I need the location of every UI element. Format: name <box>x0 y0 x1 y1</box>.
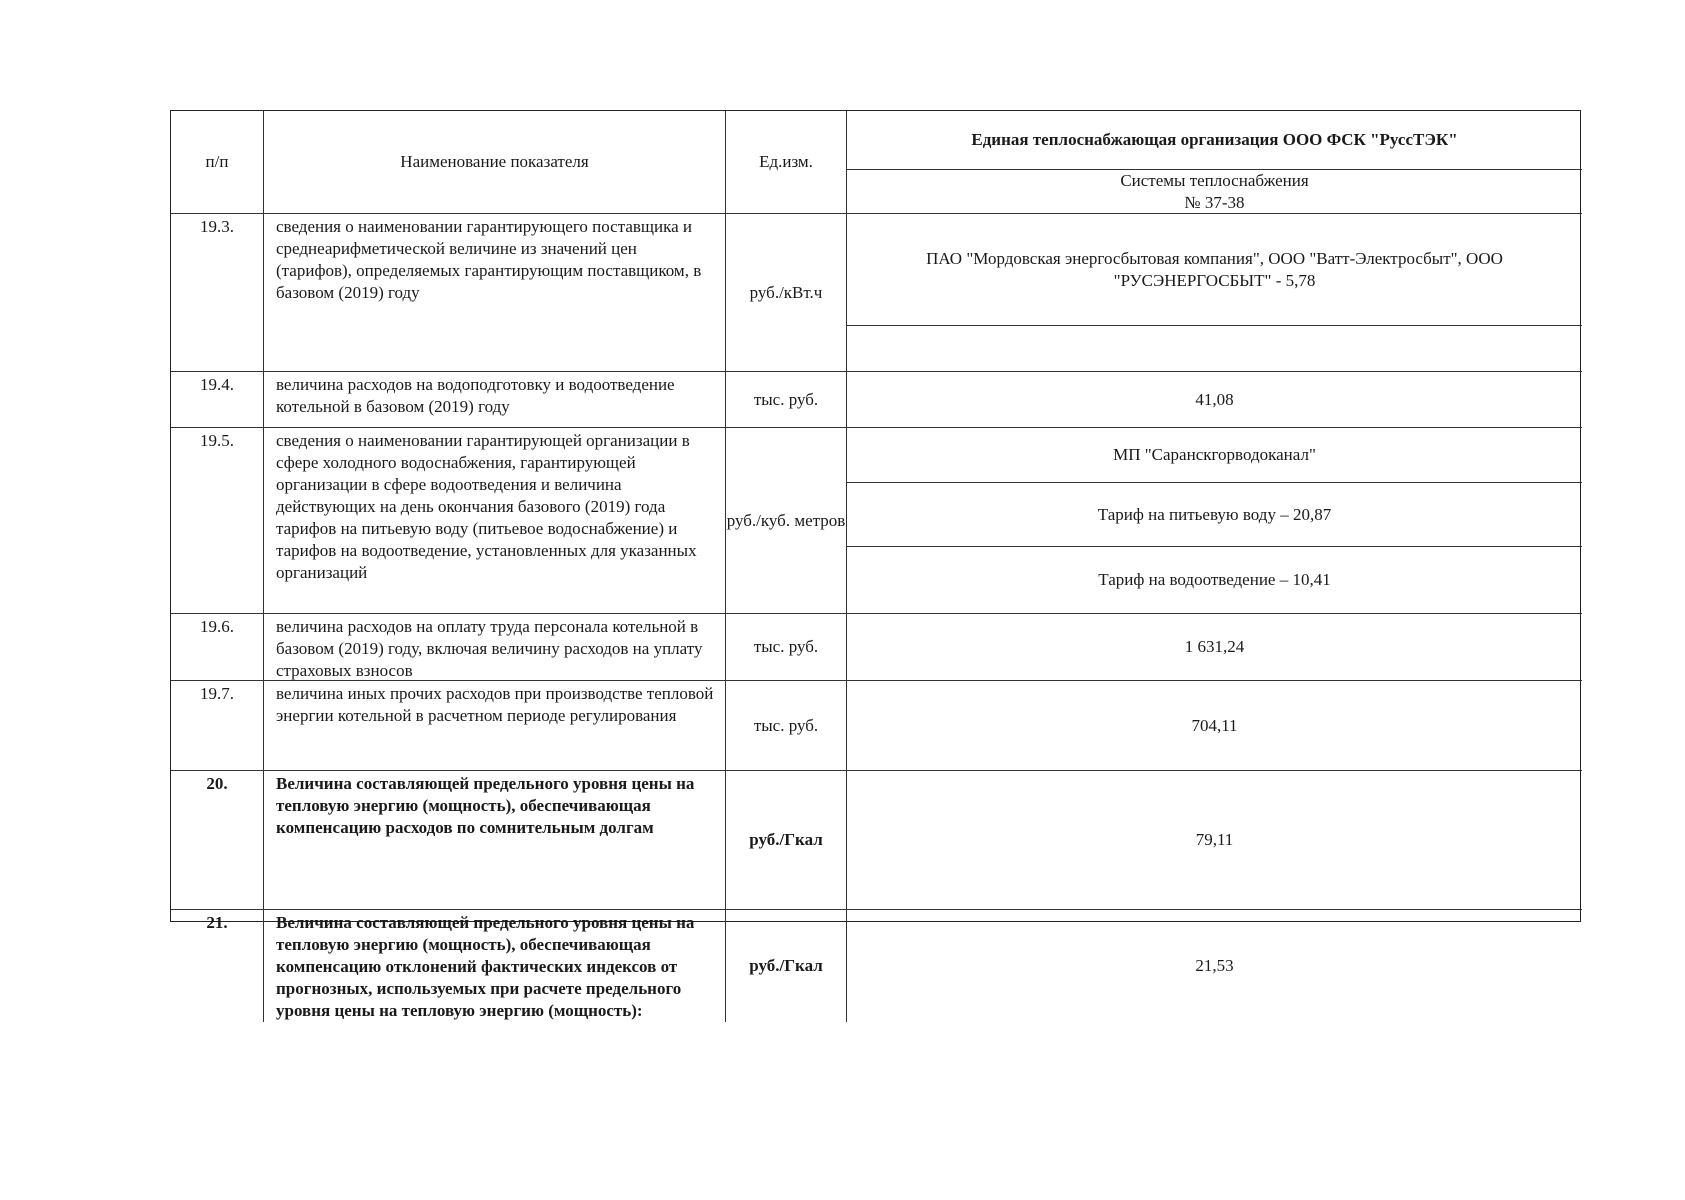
row-unit: тыс. руб. <box>726 614 847 681</box>
row-unit: руб./кВт.ч <box>726 214 847 372</box>
row-name: Величина составляющей предельного уровня цены на тепловую энергию (мощность), обеспечивающая компенсацию расходов по сомнительным долгам <box>264 771 726 910</box>
row-unit: руб./куб. метров <box>726 428 847 614</box>
header-org: Единая теплоснабжающая организация ООО ФСК "РуссТЭК" <box>847 111 1582 170</box>
header-systems: Системы теплоснабжения № 37-38 <box>847 170 1582 214</box>
row-value-drainage-tariff: Тариф на водоотведение – 10,41 <box>847 547 1582 614</box>
header-unit: Ед.изм. <box>726 111 847 214</box>
row-value-empty <box>847 326 1582 372</box>
row-value: 704,11 <box>847 681 1582 771</box>
row-name: величина иных прочих расходов при производстве тепловой энергии котельной в расчетном периоде регулирования <box>264 681 726 771</box>
row-num: 19.6. <box>171 614 264 681</box>
row-num: 19.4. <box>171 372 264 428</box>
row-num: 19.5. <box>171 428 264 614</box>
header-num: п/п <box>171 111 264 214</box>
row-value: 1 631,24 <box>847 614 1582 681</box>
header-name: Наименование показателя <box>264 111 726 214</box>
row-unit: тыс. руб. <box>726 372 847 428</box>
row-value-water-tariff: Тариф на питьевую воду – 20,87 <box>847 483 1582 547</box>
row-unit: тыс. руб. <box>726 681 847 771</box>
row-value: 79,11 <box>847 771 1582 910</box>
row-num: 19.7. <box>171 681 264 771</box>
row-name: сведения о наименовании гарантирующей организации в сфере холодного водоснабжения, гарантирующей организации в сфере водоотведения и величина действующих на день окончания базового (2019) года тарифов на питьевую воду (питьевое водоснабжение) и тарифов на водоотведение, установленных для указанных организаций <box>264 428 726 614</box>
row-name: сведения о наименовании гарантирующего поставщика и среднеарифметической величине из значений цен (тарифов), определяемых гарантирующим поставщиком, в базовом (2019) году <box>264 214 726 372</box>
tariff-table <box>170 110 1581 1020</box>
row-name: Величина составляющей предельного уровня цены на тепловую энергию (мощность), обеспечивающая компенсацию отклонений фактических индексов от прогнозных, используемых при расчете предельного уровня цены на тепловую энергию (мощность): <box>264 910 726 1022</box>
row-name: величина расходов на водоподготовку и водоотведение котельной в базовом (2019) году <box>264 372 726 428</box>
row-num: 21. <box>171 910 264 1022</box>
row-value: ПАО "Мордовская энергосбытовая компания", ООО "Ватт-Электросбыт", ООО "РУСЭНЕРГОСБЫТ" - 5,78 <box>847 214 1582 326</box>
row-value: МП "Саранскгорводоканал" <box>847 428 1582 483</box>
row-unit: руб./Гкал <box>726 910 847 1022</box>
row-name: величина расходов на оплату труда персонала котельной в базовом (2019) году, включая величину расходов на уплату страховых взносов <box>264 614 726 681</box>
row-num: 20. <box>171 771 264 910</box>
row-value: 41,08 <box>847 372 1582 428</box>
row-value: 21,53 <box>1195 956 1234 975</box>
row-unit: руб./Гкал <box>726 771 847 910</box>
row-num: 19.3. <box>171 214 264 372</box>
